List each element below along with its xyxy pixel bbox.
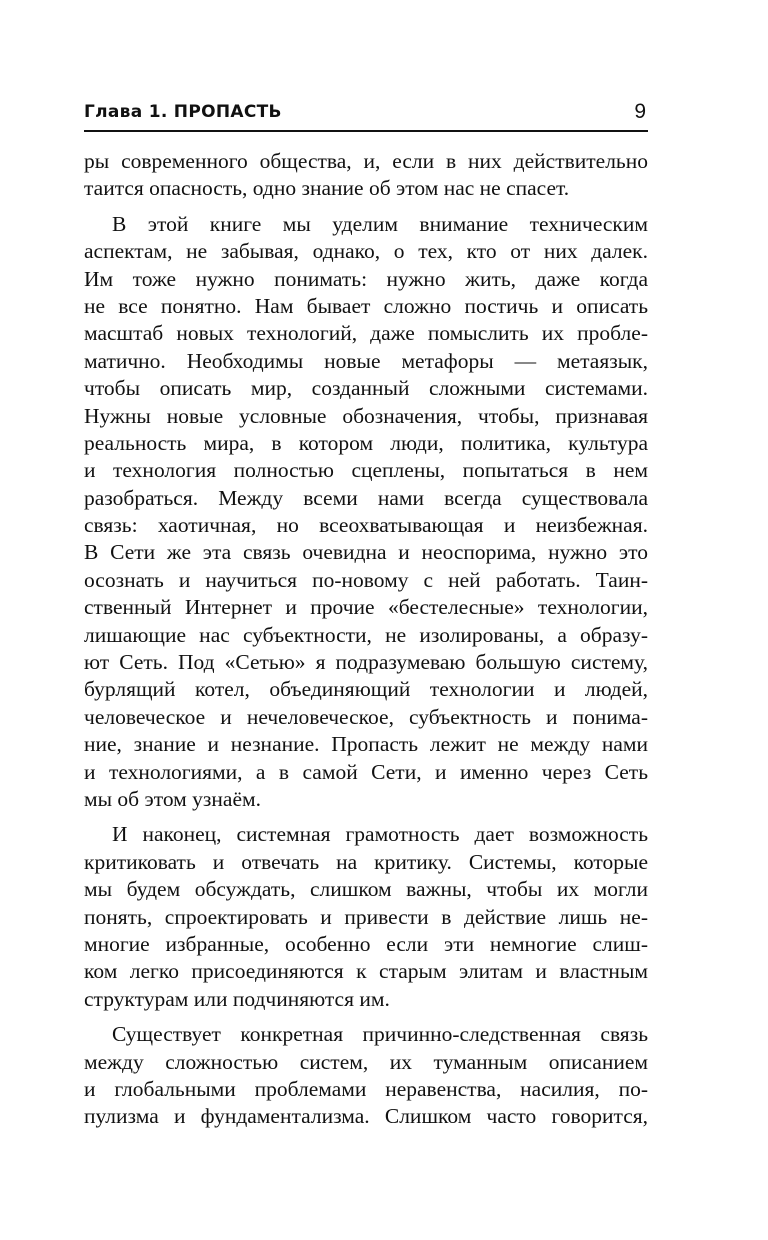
text-line: бурлящий котел, объединяющий технологии и людей, — [84, 677, 648, 702]
text-line: пулизма и фундаментализма. Слишком часто говорится, — [84, 1104, 648, 1129]
text-line: Нужны новые условные обозначения, чтобы, признавая — [84, 403, 648, 428]
text-line: осознать и научиться по-новому с ней работать. Таин- — [84, 567, 648, 592]
text-line: ние, знание и незнание. Пропасть лежит не между нами — [84, 732, 648, 757]
text-line: Существует конкретная причинно-следственная связь — [112, 1022, 648, 1047]
text-line: и глобальными проблемами неравенства, насилия, по- — [84, 1076, 648, 1101]
text-line: ют Сеть. Под «Сетью» я подразумеваю большую систему, — [84, 650, 648, 675]
text-line: матично. Необходимы новые метафоры — метаязык, — [84, 348, 648, 373]
text-line: чтобы описать мир, созданный сложными системами. — [84, 376, 648, 401]
text-line: не все понятно. Нам бывает сложно постичь и описать — [84, 293, 648, 318]
text-line: между сложностью систем, их туманным описанием — [84, 1049, 648, 1074]
text-line: В Сети же эта связь очевидна и неоспорима, нужно это — [84, 540, 648, 565]
text-line: лишающие нас субъектности, не изолированы, а образу- — [84, 622, 648, 647]
text-line: масштаб новых технологий, даже помыслить их пробле- — [84, 321, 648, 346]
text-line: мы будем обсуждать, слишком важны, чтобы их могли — [84, 877, 648, 902]
body-text — [84, 148, 648, 1131]
page-number: 9 — [634, 100, 646, 123]
text-line: Им тоже нужно понимать: нужно жить, даже когда — [84, 266, 648, 291]
paragraph — [84, 1021, 648, 1131]
paragraph — [84, 821, 648, 1013]
text-line: человеческое и нечеловеческое, субъектность и понима- — [84, 704, 648, 729]
text-line: понять, спроектировать и привести в действие лишь не- — [84, 904, 648, 929]
text-line: ком легко присоединяются к старым элитам и властным — [84, 959, 648, 984]
running-header — [84, 100, 648, 132]
text-line: В этой книге мы уделим внимание техническим — [112, 211, 648, 236]
paragraph — [84, 211, 648, 814]
text-line: и технологиями, а в самой Сети, и именно через Сеть — [84, 759, 648, 784]
text-line: критиковать и отвечать на критику. Системы, которые — [84, 849, 648, 874]
text-line: аспектам, не забывая, однако, о тех, кто от них далек. — [84, 239, 648, 264]
chapter-title: Глава 1. ПРОПАСТЬ — [84, 102, 282, 122]
text-line: ственный Интернет и прочие «бестелесные» технологии, — [84, 595, 648, 620]
text-line: таится опасность, одно знание об этом нас не спасет. — [84, 176, 570, 201]
text-line: ры современного общества, и, если в них действительно — [84, 149, 648, 173]
text-line: многие избранные, особенно если эти немногие слиш- — [84, 931, 648, 956]
text-line: реальность мира, в котором люди, политика, культура — [84, 430, 648, 455]
text-line: И наконец, системная грамотность дает возможность — [112, 822, 648, 847]
text-line: мы об этом узнаём. — [84, 786, 261, 811]
paragraph — [84, 148, 648, 203]
text-line: и технология полностью сцеплены, попытаться в нем — [84, 458, 648, 483]
text-line: связь: хаотичная, но всеохватывающая и неизбежная. — [84, 513, 648, 538]
text-line: разобраться. Между всеми нами всегда существовала — [84, 485, 648, 510]
text-line: структурам или подчиняются им. — [84, 986, 390, 1011]
